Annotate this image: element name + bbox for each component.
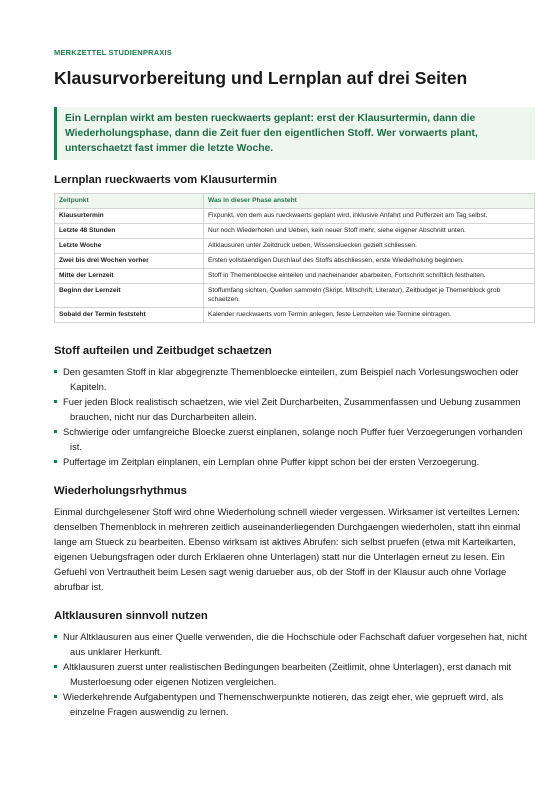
- bullet-icon: [54, 460, 57, 463]
- bullet-icon: [54, 430, 57, 433]
- intro-callout: Ein Lernplan wirkt am besten rueckwaerts geplant: erst der Klausurtermin, dann die Wiederholungsphase, dann die Zeit fuer den eigentlichen Stoff. Wer vorwaerts plant, unterschaetzt fast immer die letzte Woche.: [54, 107, 535, 160]
- table-cell-phase: Mitte der Lernzeit: [55, 269, 204, 284]
- list-item-text: Puffertage im Zeitplan einplanen, ein Lernplan ohne Puffer kippt schon bei der ersten Verzoegerung.: [63, 456, 480, 467]
- page-title: Klausurvorbereitung und Lernplan auf drei Seiten: [54, 68, 468, 88]
- list-item-text: Nur Altklausuren aus einer Quelle verwenden, die die Hochschule oder Fachschaft dafuer vorgesehen hat, nicht aus unklarer Herkunft.: [63, 631, 527, 657]
- bullet-icon: [54, 665, 57, 668]
- lernplan-table: [54, 193, 535, 323]
- section-heading: Altklausuren sinnvoll nutzen: [54, 610, 208, 622]
- bullet-icon: [54, 370, 57, 373]
- table-row: [55, 269, 535, 284]
- section-heading: Lernplan rueckwaerts vom Klausurtermin: [54, 174, 277, 186]
- table-row: [55, 284, 535, 308]
- table-row: [55, 239, 535, 254]
- list-item: [54, 394, 535, 424]
- table-cell-description: Stoffumfang sichten, Quellen sammeln (Skript, Mitschrift, Literatur), Zeitbudget je Themenblock grob schaetzen.: [204, 284, 535, 308]
- table-cell-phase: Letzte 48 Stunden: [55, 224, 204, 239]
- bullet-list: [54, 629, 535, 719]
- section-stoff-aufteilen: [54, 345, 535, 469]
- table-cell-phase: Klausurtermin: [55, 209, 204, 224]
- table-row: [55, 308, 535, 323]
- table-cell-description: Kalender rueckwaerts vom Termin anlegen, feste Lernzeiten wie Termine eintragen.: [204, 308, 535, 323]
- list-item: [54, 364, 535, 394]
- section-altklausuren: [54, 610, 535, 719]
- bullet-icon: [54, 695, 57, 698]
- bullet-icon: [54, 635, 57, 638]
- table-cell-description: Nur noch Wiederholen und Ueben, kein neuer Stoff mehr, siehe eigener Abschnitt unten.: [204, 224, 535, 239]
- section-heading: Stoff aufteilen und Zeitbudget schaetzen: [54, 345, 272, 357]
- list-item: [54, 659, 535, 689]
- list-item: [54, 689, 535, 719]
- list-item-text: Schwierige oder umfangreiche Bloecke zuerst einplanen, solange noch Puffer fuer Verzoegerungen vorhanden ist.: [63, 426, 523, 452]
- table-row: [55, 224, 535, 239]
- table-cell-phase: Zwei bis drei Wochen vorher: [55, 254, 204, 269]
- bullet-icon: [54, 400, 57, 403]
- list-item: [54, 454, 535, 469]
- section-heading: Wiederholungsrhythmus: [54, 485, 187, 497]
- list-item: [54, 629, 535, 659]
- table-header-row: [55, 194, 535, 209]
- kicker-label: MERKZETTEL STUDIENPRAXIS: [54, 48, 173, 57]
- table-cell-phase: Beginn der Lernzeit: [55, 284, 204, 308]
- list-item: [54, 424, 535, 454]
- body-paragraph: Einmal durchgelesener Stoff wird ohne Wiederholung schnell wieder vergessen. Wirksamer ist verteiltes Lernen: denselben Themenblock in mehreren zeitlich auseinanderliegenden Durchgaengen wiederholen, statt ihn einmal lange am Stueck zu bearbeiten. Ebenso wirksam ist aktives Abrufen: sich selbst pruefen (etwa mit Karteikarten, eigenen Uebungsfragen oder durch Erklaeren ohne Unterlagen) statt nur die Unterlagen erneut zu lesen. Ein Gefuehl von Vertrautheit beim Lesen sagt wenig darueber aus, ob der Stoff in der Klausur auch ohne Vorlage abrufbar ist.: [54, 506, 521, 592]
- table-row: [55, 254, 535, 269]
- table-cell-description: Altklausuren unter Zeitdruck ueben, Wissensluecken gezielt schliessen.: [204, 239, 535, 254]
- table-cell-description: Stoff in Themenbloecke einteilen und nacheinander abarbeiten, Fortschritt schriftlich festhalten.: [204, 269, 535, 284]
- table-cell-phase: Letzte Woche: [55, 239, 204, 254]
- table-cell-description: Fixpunkt, von dem aus rueckwaerts geplant wird, inklusive Anfahrt und Pufferzeit am Tag selbst.: [204, 209, 535, 224]
- list-item-text: Den gesamten Stoff in klar abgegrenzte Themenbloecke einteilen, zum Beispiel nach Vorlesungswochen oder Kapiteln.: [63, 366, 519, 392]
- list-item-text: Wiederkehrende Aufgabentypen und Themenschwerpunkte notieren, das zeigt eher, wie geprueft wird, als einzelne Fragen auswendig zu lernen.: [63, 691, 504, 717]
- table-cell-phase: Sobald der Termin feststeht: [55, 308, 204, 323]
- column-header: Was in dieser Phase ansteht: [204, 194, 535, 209]
- bullet-list: [54, 364, 535, 469]
- section-wiederholung: [54, 485, 535, 594]
- column-header: Zeitpunkt: [55, 194, 204, 209]
- section-lernplan: [54, 174, 535, 323]
- list-item-text: Altklausuren zuerst unter realistischen Bedingungen bearbeiten (Zeitlimit, ohne Unterlagen), erst danach mit Musterloesung oder eigenen Notizen vergleichen.: [63, 661, 512, 687]
- table-row: [55, 209, 535, 224]
- list-item-text: Fuer jeden Block realistisch schaetzen, wie viel Zeit Durcharbeiten, Zusammenfassen und Uebung zusammen brauchen, nicht nur das Durcharbeiten allein.: [63, 396, 521, 422]
- table-cell-description: Ersten vollstaendigen Durchlauf des Stoffs abschliessen, erste Wiederholung beginnen.: [204, 254, 535, 269]
